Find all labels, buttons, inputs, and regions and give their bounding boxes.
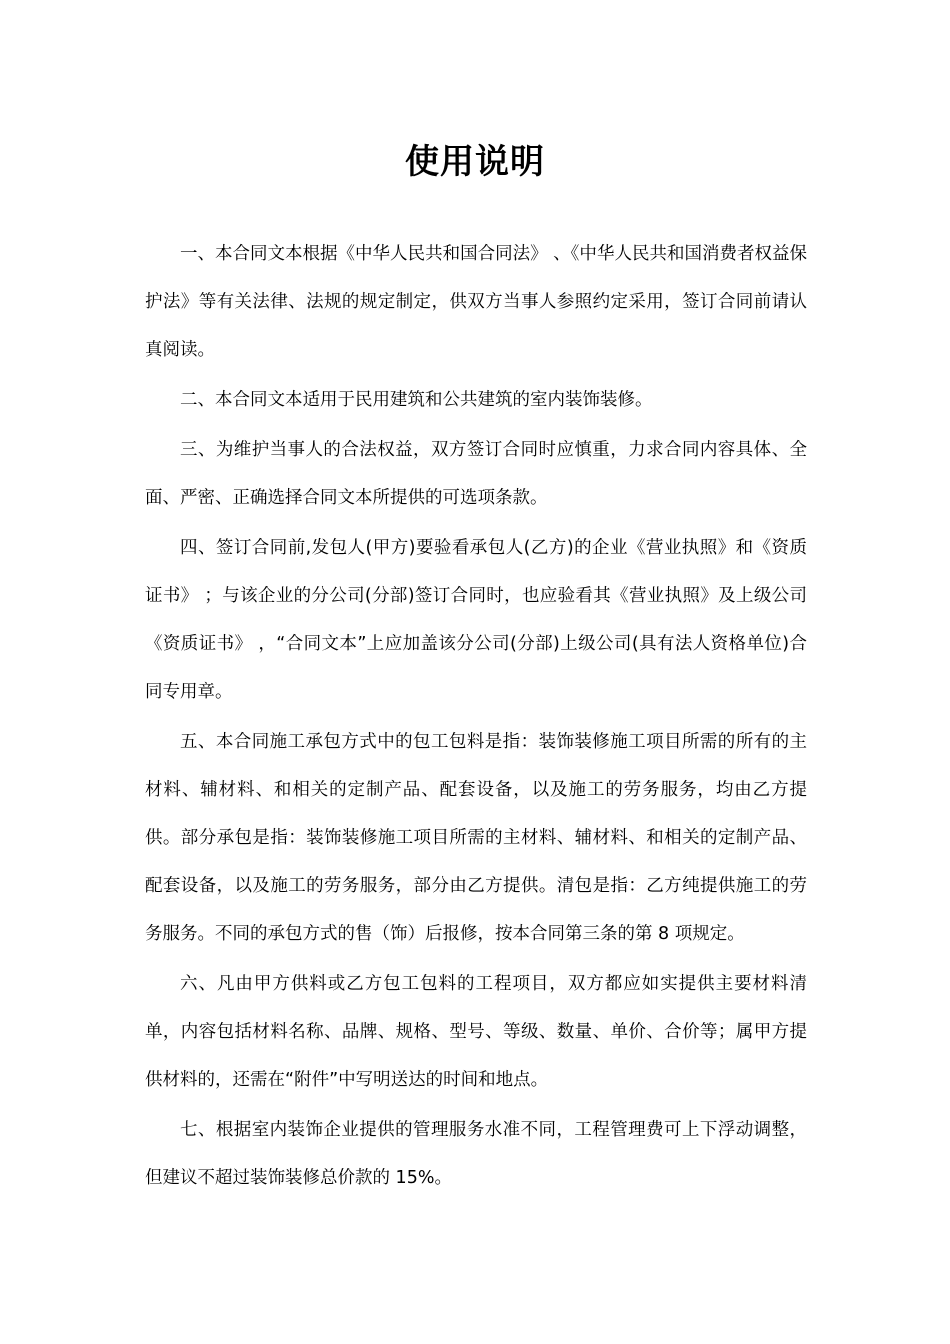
paragraph-4: 四、签订合同前,发包人(甲方)要验看承包人(乙方)的企业《营业执照》和《资质证书》 ；与该企业的分公司(分部)签订合同时，也应验看其《营业执照》及上级公司《资质证书》 ，“合同文本”上应加盖该分公司(分部)上级公司(具有法人资格单位)合同专用章。 [145, 538, 807, 702]
paragraph-2: 二、本合同文本适用于民用建筑和公共建筑的室内装饰装修。 [180, 390, 653, 410]
paragraph-1: 一、本合同文本根据《中华人民共和国合同法》 、《中华人民共和国消费者权益保护法》等有关法律、法规的规定制定，供双方当事人参照约定采用，签订合同前请认真阅读。 [145, 244, 807, 360]
paragraph-3: 三、为维护当事人的合法权益，双方签订合同时应慎重，力求合同内容具体、全面、严密、正确选择合同文本所提供的可选项条款。 [145, 440, 807, 508]
document-title: 使用说明 [405, 142, 545, 182]
document-body [145, 230, 807, 1204]
paragraph-7: 七、根据室内装饰企业提供的管理服务水准不同，工程管理费可上下浮动调整，但建议不超过装饰装修总价款的 15%。 [145, 1120, 807, 1188]
paragraph-6: 六、凡由甲方供料或乙方包工包料的工程项目，双方都应如实提供主要材料清单，内容包括材料名称、品牌、规格、型号、等级、数量、单价、合价等；属甲方提供材料的，还需在“附件”中写明送达的时间和地点。 [145, 974, 807, 1090]
paragraph-5: 五、本合同施工承包方式中的包工包料是指：装饰装修施工项目所需的所有的主材料、辅材料、和相关的定制产品、配套设备，以及施工的劳务服务，均由乙方提供。部分承包是指：装饰装修施工项目所需的主材料、辅材料、和相关的定制产品、配套设备，以及施工的劳务服务，部分由乙方提供。清包是指：乙方纯提供施工的劳务服务。不同的承包方式的售（饰）后报修，按本合同第三条的第 8 项规定。 [145, 732, 807, 944]
